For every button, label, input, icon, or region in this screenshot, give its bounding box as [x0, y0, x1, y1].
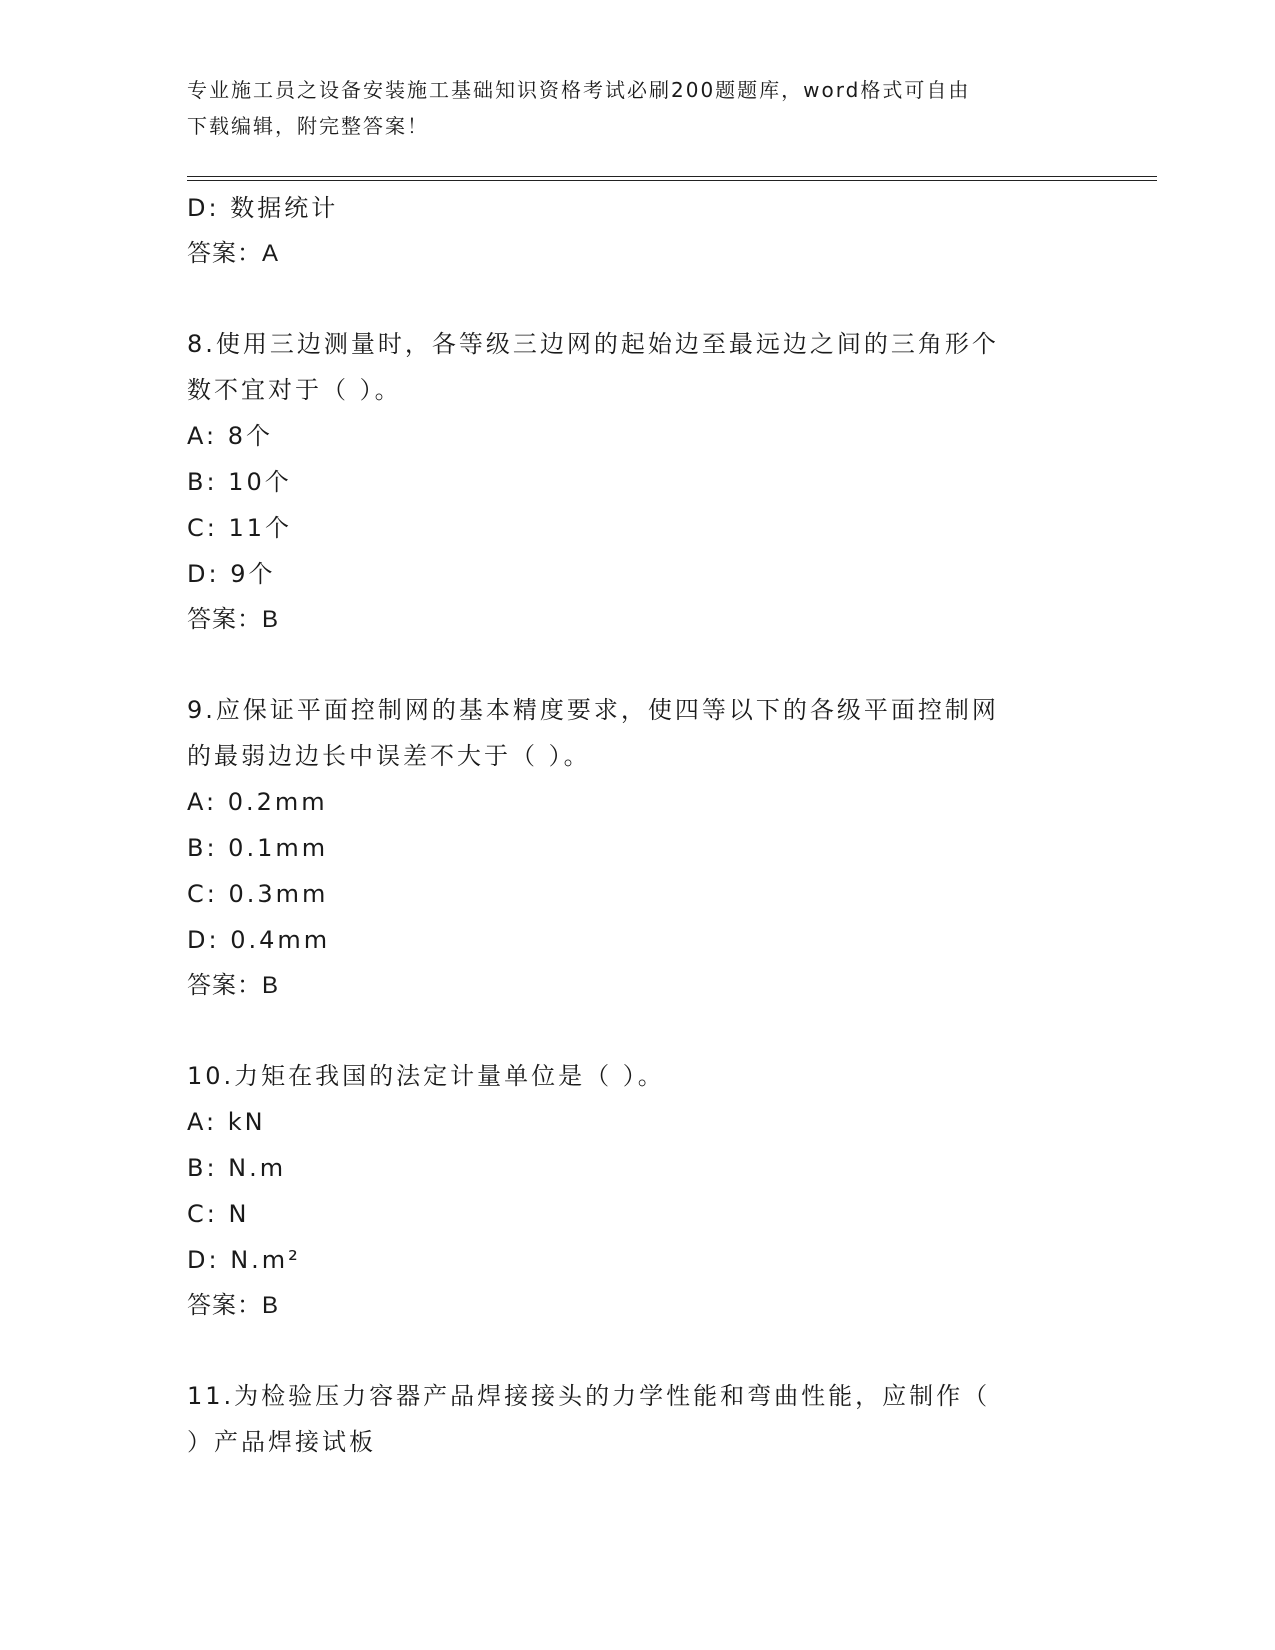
option-a: A: 8个 — [187, 422, 273, 450]
question-10 — [187, 1053, 1087, 1329]
answer: 答案：A — [187, 240, 280, 267]
question-stem: 10.力矩在我国的法定计量单位是（ ）。 — [187, 1062, 665, 1090]
question-9 — [187, 687, 1087, 1009]
option-d: D: 9个 — [187, 560, 276, 588]
document-header — [187, 72, 1067, 144]
option-c: C: 11个 — [187, 514, 293, 542]
option-a: A: kN — [187, 1108, 266, 1136]
question-11 — [187, 1373, 1087, 1465]
option-d: D: 数据统计 — [187, 194, 339, 222]
question-stem: 11.为检验压力容器产品焊接接头的力学性能和弯曲性能，应制作（ — [187, 1382, 991, 1410]
question-stem: 数不宜对于（ ）。 — [187, 376, 402, 404]
option-b: B: 0.1mm — [187, 834, 329, 862]
header-title-line-2: 下载编辑，附完整答案！ — [187, 114, 429, 138]
question-stem: 的最弱边边长中误差不大于（ ）。 — [187, 742, 591, 770]
option-c: C: 0.3mm — [187, 880, 329, 908]
header-title-line-1: 专业施工员之设备安装施工基础知识资格考试必刷200题题库，word格式可自由 — [187, 78, 971, 102]
question-stem: 9.应保证平面控制网的基本精度要求，使四等以下的各级平面控制网 — [187, 696, 999, 724]
question-content — [187, 185, 1087, 1465]
header-divider — [187, 176, 1157, 181]
option-b: B: N.m — [187, 1154, 287, 1182]
question-stem: 8.使用三边测量时，各等级三边网的起始边至最远边之间的三角形个 — [187, 330, 999, 358]
option-b: B: 10个 — [187, 468, 292, 496]
answer: 答案：B — [187, 972, 280, 999]
option-d: D: 0.4mm — [187, 926, 331, 954]
answer: 答案：B — [187, 1292, 280, 1319]
answer: 答案：B — [187, 606, 280, 633]
question-stem: ）产品焊接试板 — [187, 1428, 376, 1456]
option-c: C: N — [187, 1200, 250, 1228]
question-8 — [187, 321, 1087, 643]
option-d: D: N.m² — [187, 1246, 301, 1274]
option-a: A: 0.2mm — [187, 788, 328, 816]
